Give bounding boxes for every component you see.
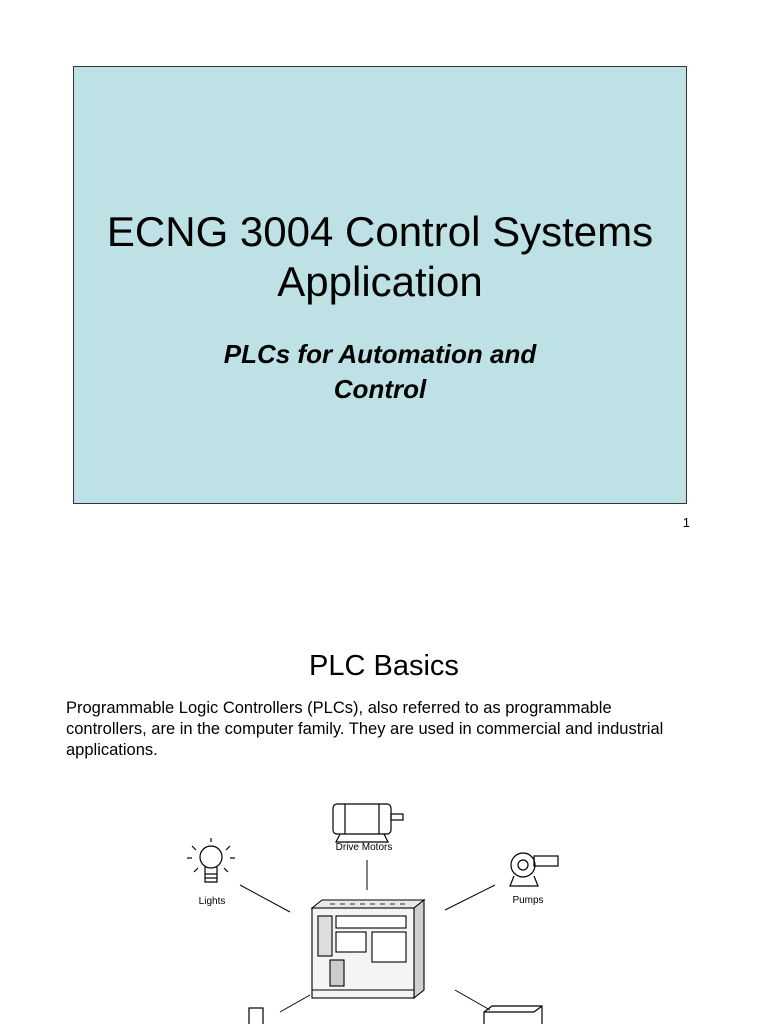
body-paragraph: Programmable Logic Controllers (PLCs), also referred to as programmable controllers, are in the computer family. They are used in commercial and industrial applications. (66, 699, 664, 759)
label-lights: Lights (198, 896, 226, 907)
pump-icon (510, 853, 558, 886)
plc-unit-icon (312, 900, 424, 998)
label-drive-motors: Drive Motors (335, 842, 393, 853)
plc-diagram (0, 790, 768, 1024)
light-bulb-icon (187, 838, 235, 882)
box-icon (484, 1006, 542, 1024)
section-title: PLC Basics (309, 650, 459, 682)
title-slide (73, 66, 687, 504)
sensor-icon (249, 1008, 263, 1024)
label-pumps: Pumps (512, 895, 544, 906)
slide-title: ECNG 3004 Control Systems Application (106, 208, 654, 305)
motor-icon (333, 804, 403, 842)
slide-subtitle: PLCs for Automation and Control (223, 339, 537, 404)
page-number: 1 (682, 515, 690, 530)
